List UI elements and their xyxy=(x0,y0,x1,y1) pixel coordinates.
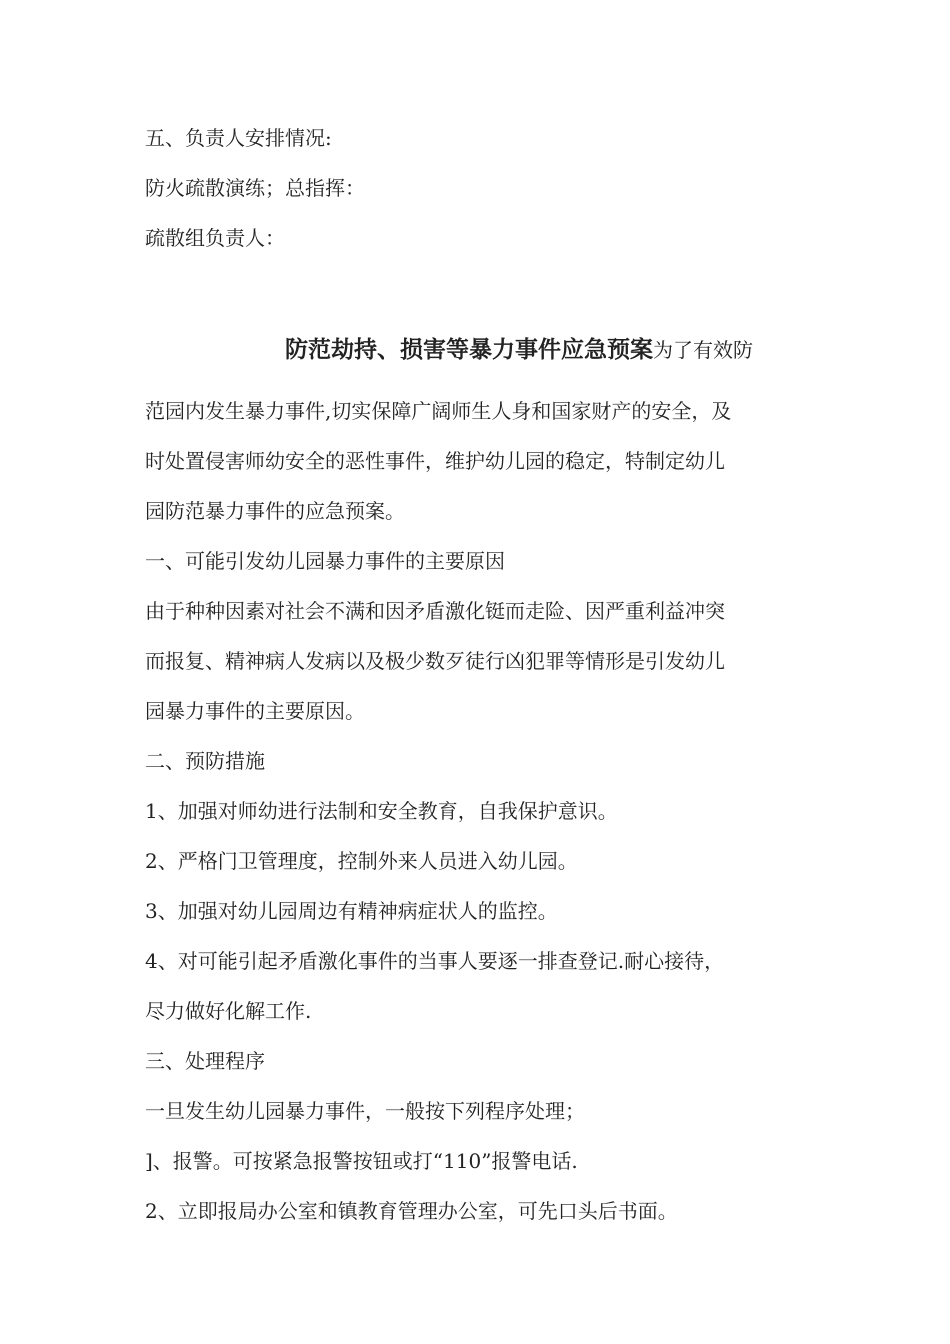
evacuation-leader-line: 疏散组负责人： xyxy=(145,226,285,250)
procedure-item: 2、立即报局办公室和镇教育管理办公室，可先口头后书面。 xyxy=(145,1199,678,1223)
section-heading-causes: 一、可能引发幼儿园暴力事件的主要原因 xyxy=(145,549,505,573)
causes-line: 园暴力事件的主要原因。 xyxy=(145,699,365,723)
prevention-item: 4、对可能引起矛盾激化事件的当事人要逐一排查登记.耐心接待， xyxy=(145,949,725,973)
procedure-lead: 一旦发生幼儿园暴力事件，一般按下列程序处理； xyxy=(145,1099,585,1123)
prevention-item: 2、严格门卫管理度，控制外来人员进入幼儿园。 xyxy=(145,849,578,873)
section-heading-procedure: 三、处理程序 xyxy=(145,1049,265,1073)
document-title: 防范劫持、损害等暴力事件应急预案 xyxy=(285,336,653,363)
fire-drill-commander-line: 防火疏散演练；总指挥： xyxy=(145,176,365,200)
prevention-item: 尽力做好化解工作. xyxy=(145,999,312,1023)
section-heading-responsible: 五、负责人安排情况: xyxy=(145,126,332,150)
causes-line: 由于种种因素对社会不满和因矛盾激化铤而走险、因严重利益冲突 xyxy=(145,599,725,623)
intro-line: 时处置侵害师幼安全的恶性事件，维护幼儿园的稳定，特制定幼儿 xyxy=(145,449,725,473)
section-heading-prevention: 二、预防措施 xyxy=(145,749,265,773)
intro-start: 为了有效防 xyxy=(653,338,753,362)
intro-line: 园防范暴力事件的应急预案。 xyxy=(145,499,405,523)
intro-line: 范园内发生暴力事件,切实保障广阔师生人身和国家财产的安全，及 xyxy=(145,399,732,423)
title-line xyxy=(285,337,810,363)
prevention-item: 1、加强对师幼进行法制和安全教育，自我保护意识。 xyxy=(145,799,618,823)
procedure-item: ]、报警。可按紧急报警按钮或打“110”报警电话. xyxy=(145,1149,578,1173)
prevention-item: 3、加强对幼儿园周边有精神病症状人的监控。 xyxy=(145,899,558,923)
causes-line: 而报复、精神病人发病以及极少数歹徒行凶犯罪等情形是引发幼儿 xyxy=(145,649,725,673)
